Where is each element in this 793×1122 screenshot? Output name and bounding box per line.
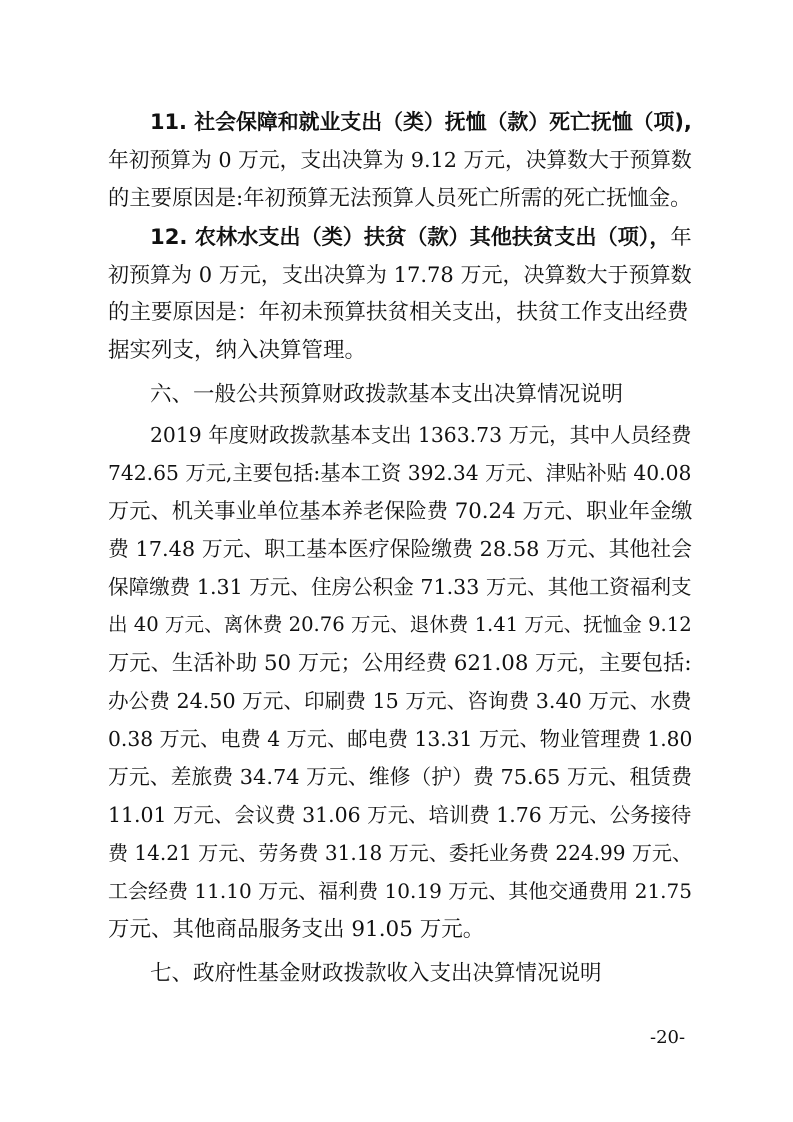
item11-line-2: 年初预算为 0 万元，支出决算为 9.12 万元，决算数大于预算数 bbox=[108, 148, 692, 172]
section6-line: 0.38 万元、电费 4 万元、邮电费 13.31 万元、物业管理费 1.80 bbox=[108, 727, 693, 751]
section6-line: 工会经费 11.10 万元、福利费 10.19 万元、其他交通费用 21.75 bbox=[108, 879, 693, 903]
section6-line: 2019 年度财政拨款基本支出 1363.73 万元，其中人员经费 bbox=[150, 423, 692, 447]
section6-line: 742.65 万元,主要包括:基本工资 392.34 万元、津贴补贴 40.08 bbox=[108, 461, 692, 485]
item12-line-3: 的主要原因是：年初未预算扶贫相关支出，扶贫工作支出经费 bbox=[108, 300, 689, 325]
section7-heading: 七、政府性基金财政拨款收入支出决算情况说明 bbox=[150, 961, 602, 986]
section6-line: 11.01 万元、会议费 31.06 万元、培训费 1.76 万元、公务接待 bbox=[108, 803, 692, 827]
item12-title: 12. 农林水支出（类）扶贫（款）其他扶贫支出（项）， bbox=[150, 224, 671, 249]
item11-title: 11. 社会保障和就业支出（类）抚恤（款）死亡抚恤（项), bbox=[150, 110, 692, 134]
section6-line: 万元、生活补助 50 万元；公用经费 621.08 万元，主要包括: bbox=[108, 651, 692, 676]
section6-line: 费 14.21 万元、劳务费 31.18 万元、委托业务费 224.99 万元、 bbox=[108, 841, 693, 865]
section6-line: 费 17.48 万元、职工基本医疗保险缴费 28.58 万元、其他社会 bbox=[108, 537, 693, 561]
section6-line: 办公费 24.50 万元、印刷费 15 万元、咨询费 3.40 万元、水费 bbox=[108, 689, 692, 713]
item12-title-row bbox=[150, 226, 692, 247]
page-number: -20- bbox=[650, 1027, 686, 1048]
section6-line: 万元、其他商品服务支出 91.05 万元。 bbox=[108, 917, 485, 942]
section6-line: 保障缴费 1.31 万元、住房公积金 71.33 万元、其他工资福利支 bbox=[108, 575, 692, 599]
item11-line-3: 的主要原因是:年初预算无法预算人员死亡所需的死亡抚恤金。 bbox=[108, 186, 692, 211]
section6-heading: 六、一般公共预算财政拨款基本支出决算情况说明 bbox=[150, 382, 624, 407]
item12-line-4: 据实列支，纳入决算管理。 bbox=[108, 338, 367, 363]
section6-line: 出 40 万元、离休费 20.76 万元、退休费 1.41 万元、抚恤金 9.12 bbox=[108, 613, 692, 636]
item12-title-tail: 年 bbox=[670, 224, 692, 249]
section6-line: 万元、差旅费 34.74 万元、维修（护）费 75.65 万元、租赁费 bbox=[108, 765, 693, 789]
item12-line-2: 初预算为 0 万元，支出决算为 17.78 万元，决算数大于预算数 bbox=[108, 262, 692, 287]
section6-line: 万元、机关事业单位基本养老保险费 70.24 万元、职业年金缴 bbox=[108, 499, 693, 524]
